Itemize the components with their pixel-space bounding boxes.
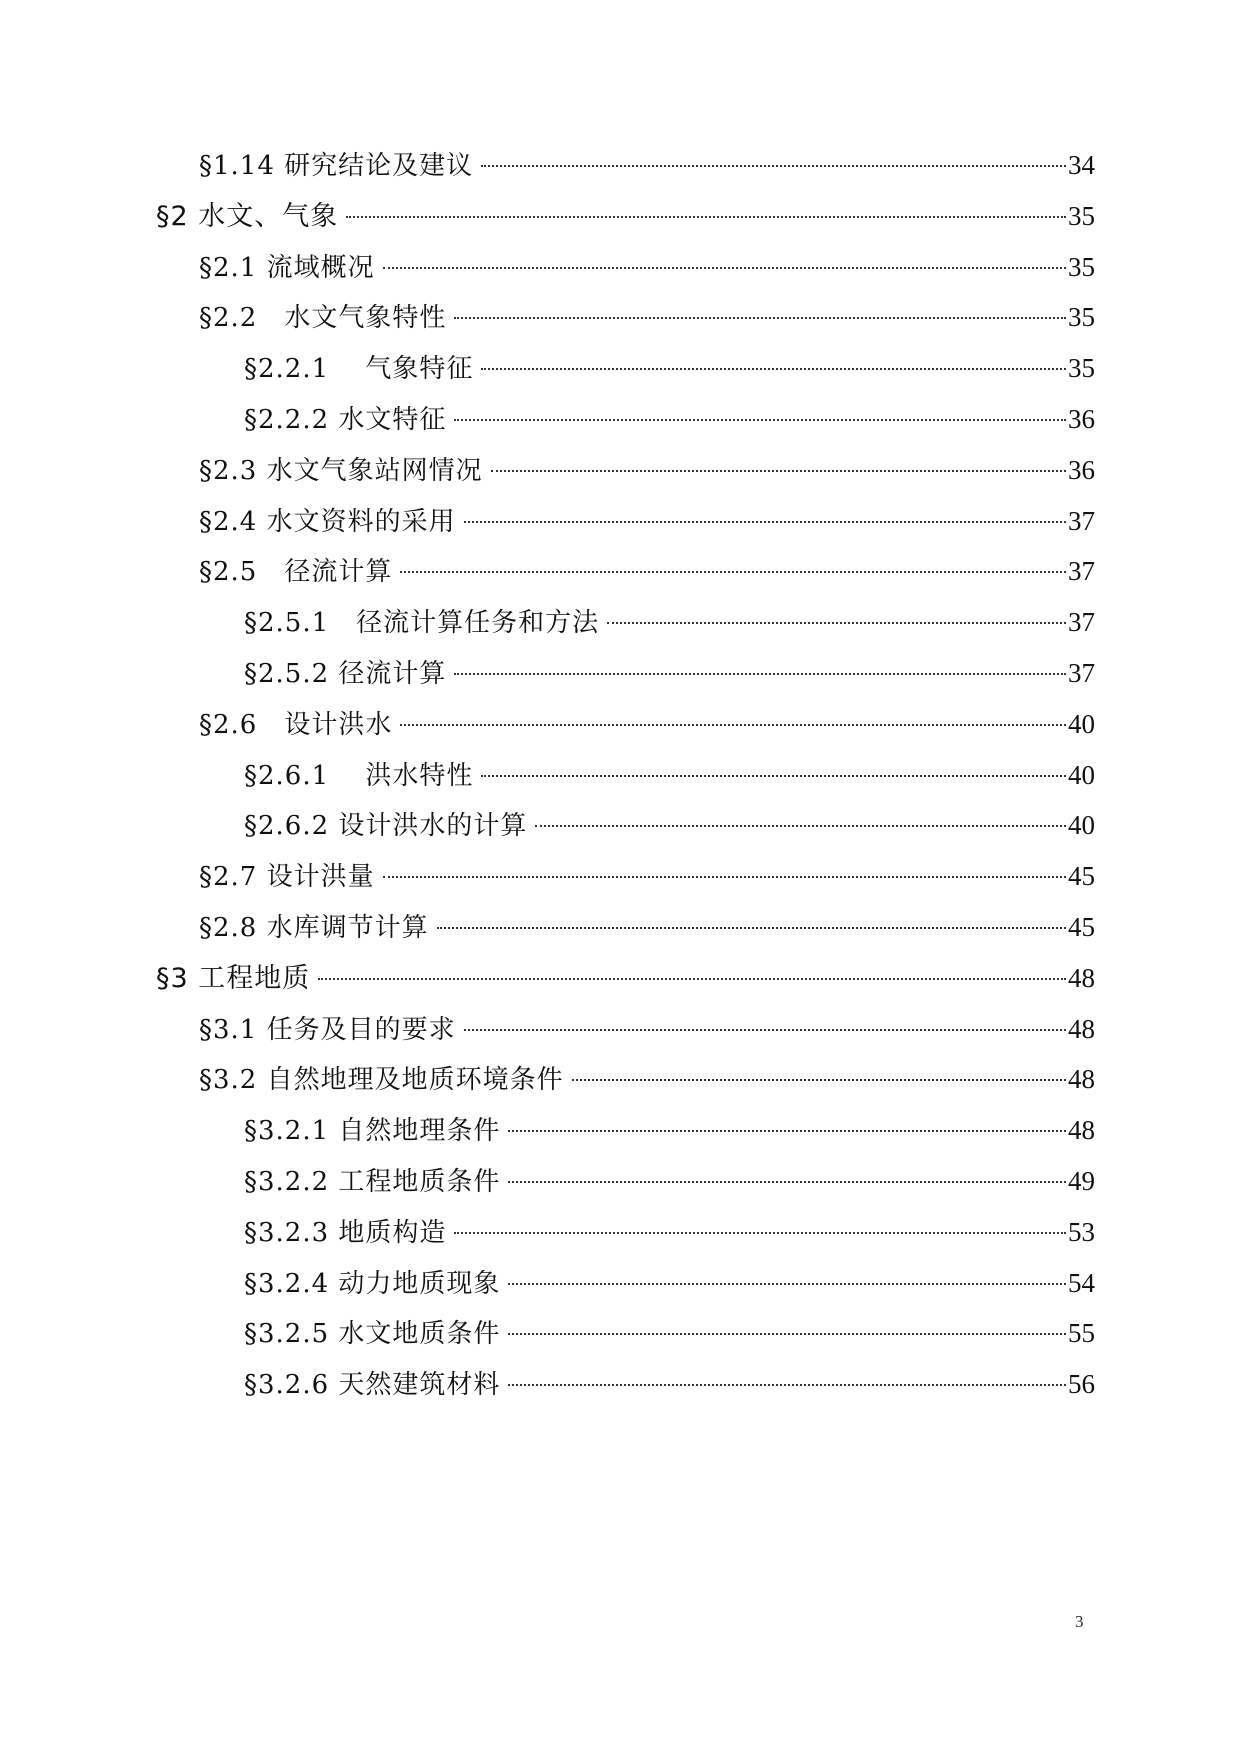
dot-leader [508,1384,1066,1386]
toc-entry-title: §2.6.2 设计洪水的计算 [244,811,528,842]
toc-entry[interactable] [199,551,1095,591]
dot-leader [437,927,1066,929]
toc-entry-page: 36 [1068,454,1095,485]
toc-entry-title: §2 水文、气象 [156,200,339,232]
toc-entry-page: 37 [1068,658,1095,688]
toc-entry[interactable] [244,399,1095,439]
page-number: 3 [1075,1612,1084,1631]
toc-entry-title: §3.2.5 水文地质条件 [244,1319,501,1350]
toc-entry[interactable] [244,1110,1095,1150]
toc-entry-title: §2.1 流域概况 [199,252,375,283]
dot-leader [454,419,1066,421]
toc-entry-title: §2.6.1 洪水特性 [244,760,474,791]
dot-leader [508,1130,1066,1132]
toc-entry[interactable] [244,348,1095,388]
dot-leader [400,724,1066,726]
toc-entry[interactable] [199,501,1095,541]
toc-entry[interactable] [244,1161,1095,1201]
toc-entry[interactable] [199,1009,1095,1049]
dot-leader [491,470,1066,472]
dot-leader [383,267,1066,269]
toc-entry-title: §2.2 水文气象特性 [199,303,447,334]
toc-entry-page: 45 [1068,861,1095,892]
toc-entry-page: 56 [1068,1369,1095,1400]
dot-leader [508,1181,1066,1183]
dot-leader [346,216,1066,218]
toc-entry-title: §2.8 水库调节计算 [199,913,429,943]
dot-leader [464,1029,1066,1031]
toc-entry[interactable] [244,755,1095,795]
toc-entry[interactable] [199,856,1095,896]
toc-entry-page: 53 [1068,1216,1095,1247]
toc-entry-title: §3.2.3 地质构造 [244,1217,447,1248]
toc-entry-title: §3.1 任务及目的要求 [199,1014,456,1045]
dot-leader [607,622,1066,624]
toc-entry-page: 36 [1068,404,1095,434]
toc-entry[interactable] [199,907,1095,947]
toc-entry-page: 35 [1068,200,1095,231]
toc-entry[interactable] [244,602,1095,642]
toc-entry-title: §2.5 径流计算 [199,557,393,588]
toc-entry-page: 40 [1068,759,1095,790]
toc-entry-page: 49 [1068,1166,1095,1196]
toc-entry[interactable] [199,450,1095,490]
toc-entry-page: 37 [1068,607,1095,638]
toc-entry[interactable] [244,1212,1095,1252]
toc-entry[interactable] [244,805,1095,845]
toc-entry-title: §3.2 自然地理及地质环境条件 [199,1065,564,1096]
toc-entry-title: §2.5.2 径流计算 [244,659,447,689]
dot-leader [481,165,1066,167]
toc-entry-title: §3 工程地质 [156,962,311,994]
toc-entry-page: 34 [1068,150,1095,180]
toc-entry-title: §2.2.2 水文特征 [244,405,447,435]
toc-entry-title: §2.5.1 径流计算任务和方法 [244,608,600,639]
dot-leader [481,368,1066,370]
toc-entry-page: 54 [1068,1267,1095,1298]
toc-entry[interactable] [199,247,1095,287]
toc-entry[interactable] [156,196,1095,236]
toc-entry-title: §3.2.4 动力地质现象 [244,1268,501,1299]
dot-leader [508,1283,1066,1285]
toc-entry-title: §2.6 设计洪水 [199,709,393,740]
dot-leader [481,775,1066,777]
dot-leader [572,1079,1066,1081]
toc-entry-page: 45 [1068,912,1095,942]
toc-entry-page: 55 [1068,1318,1095,1349]
toc-entry-title: §2.2.1 气象特征 [244,354,474,385]
toc-entry-page: 37 [1068,505,1095,536]
toc-entry-title: §2.7 设计洪量 [199,862,375,893]
toc-entry-page: 48 [1068,1115,1095,1146]
toc-entry-title: §3.2.2 工程地质条件 [244,1167,501,1197]
dot-leader [535,825,1066,827]
toc-entry[interactable] [199,1059,1095,1099]
dot-leader [454,1232,1066,1234]
toc-entry-title: §3.2.6 天然建筑材料 [244,1370,501,1401]
toc-entry-title: §2.4 水文资料的采用 [199,506,456,537]
toc-entry-page: 35 [1068,353,1095,384]
dot-leader [508,1333,1066,1335]
toc-entry-title: §2.3 水文气象站网情况 [199,455,483,486]
toc-entry-page: 35 [1068,251,1095,282]
toc-entry-page: 48 [1068,962,1095,993]
toc-entry[interactable] [199,297,1095,337]
toc-entry[interactable] [199,704,1095,744]
dot-leader [400,571,1066,573]
dot-leader [318,978,1066,980]
toc-entry-page: 37 [1068,556,1095,587]
toc-entry[interactable] [156,958,1095,998]
toc-entry-page: 35 [1068,302,1095,333]
dot-leader [454,673,1066,675]
toc-entry-page: 48 [1068,1064,1095,1095]
dot-leader [454,317,1066,319]
toc-entry[interactable] [244,1263,1095,1303]
toc-entry[interactable] [199,145,1095,185]
toc-entry-title: §3.2.1 自然地理条件 [244,1116,501,1147]
toc-entry-title: §1.14 研究结论及建议 [199,151,474,181]
dot-leader [383,876,1066,878]
dot-leader [464,521,1066,523]
toc-entry-page: 48 [1068,1013,1095,1044]
toc-entry[interactable] [244,653,1095,693]
toc-entry-page: 40 [1068,810,1095,841]
toc-entry[interactable] [244,1313,1095,1353]
toc-entry-page: 40 [1068,708,1095,739]
toc-entry[interactable] [244,1364,1095,1404]
